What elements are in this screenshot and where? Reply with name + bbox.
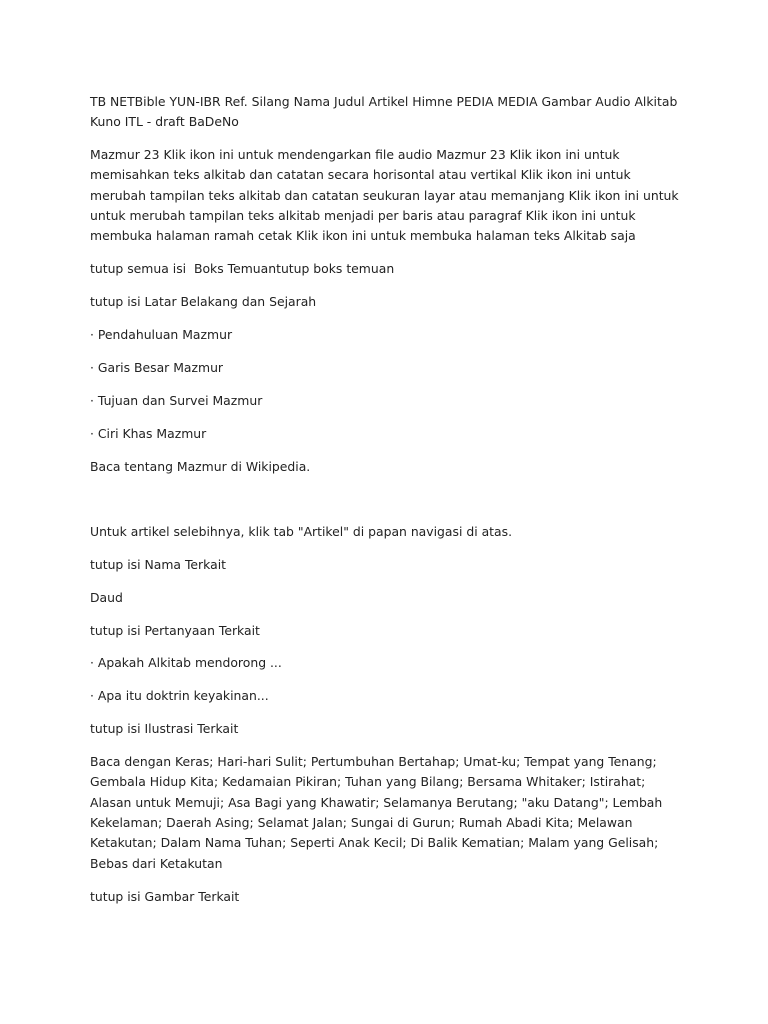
related-name: Daud (90, 589, 123, 605)
list-item: · Garis Besar Mazmur (90, 359, 224, 375)
section-heading-related-names: tutup isi Nama Terkait (90, 556, 226, 572)
illustrations-list: Baca dengan Keras; Hari-hari Sulit; Pertumbuhan Bertahap; Umat-ku; Tempat yang Tenang; Gembala Hidup Kita; Kedamaian Pikiran; Tuhan yang Bilang; Bersama Whitaker; Istirahat; Alasan untuk Memuji; Asa Bagi yang Khawatir; Selamanya Berutang; "aku Datang"; Lembah Kekelaman; Daerah Asing; Selamat Jalan; Sungai di Gurun; Rumah Abadi Kita; Melawan Ketakutan; Dalam Nama Tuhan; Seperti Anak Kecil; Di Balik Kematian; Malam yang Gelisah; Bebas dari Ketakutan (90, 754, 667, 871)
section-heading-background: tutup isi Latar Belakang dan Sejarah (90, 294, 317, 310)
intro-paragraph: Mazmur 23 Klik ikon ini untuk mendengarkan file audio Mazmur 23 Klik ikon ini untuk memisahkan teks alkitab dan catatan secara horisontal atau vertikal Klik ikon ini untuk merubah tampilan teks alkitab dan catatan seukuran layar atau memanjang Klik ikon ini untuk untuk merubah tampilan teks alkitab menjadi per baris atau paragraf Klik ikon ini untuk membuka halaman ramah cetak Klik ikon ini untuk membuka halaman teks Alkitab saja (90, 147, 683, 244)
more-articles-text: Untuk artikel selebihnya, klik tab "Artikel" di papan navigasi di atas. (90, 523, 513, 539)
list-item: · Apakah Alkitab mendorong ... (90, 655, 282, 671)
list-item: · Apa itu doktrin keyakinan... (90, 688, 269, 704)
header-nav-text: TB NETBible YUN-IBR Ref. Silang Nama Judul Artikel Himne PEDIA MEDIA Gambar Audio Alkitab Kuno ITL - draft BaDeNo (90, 94, 682, 130)
section-heading-related-illustrations: tutup isi Ilustrasi Terkait (90, 721, 239, 737)
list-item: · Pendahuluan Mazmur (90, 327, 233, 343)
section-heading-related-questions: tutup isi Pertanyaan Terkait (90, 622, 260, 638)
list-item: · Ciri Khas Mazmur (90, 425, 207, 441)
close-all-findings-text: tutup semua isi Boks Temuantutup boks temuan (90, 261, 395, 277)
wikipedia-text: Baca tentang Mazmur di Wikipedia. (90, 458, 311, 474)
section-heading-related-images: tutup isi Gambar Terkait (90, 888, 240, 904)
list-item: · Tujuan dan Survei Mazmur (90, 392, 263, 408)
document-page (90, 92, 682, 919)
